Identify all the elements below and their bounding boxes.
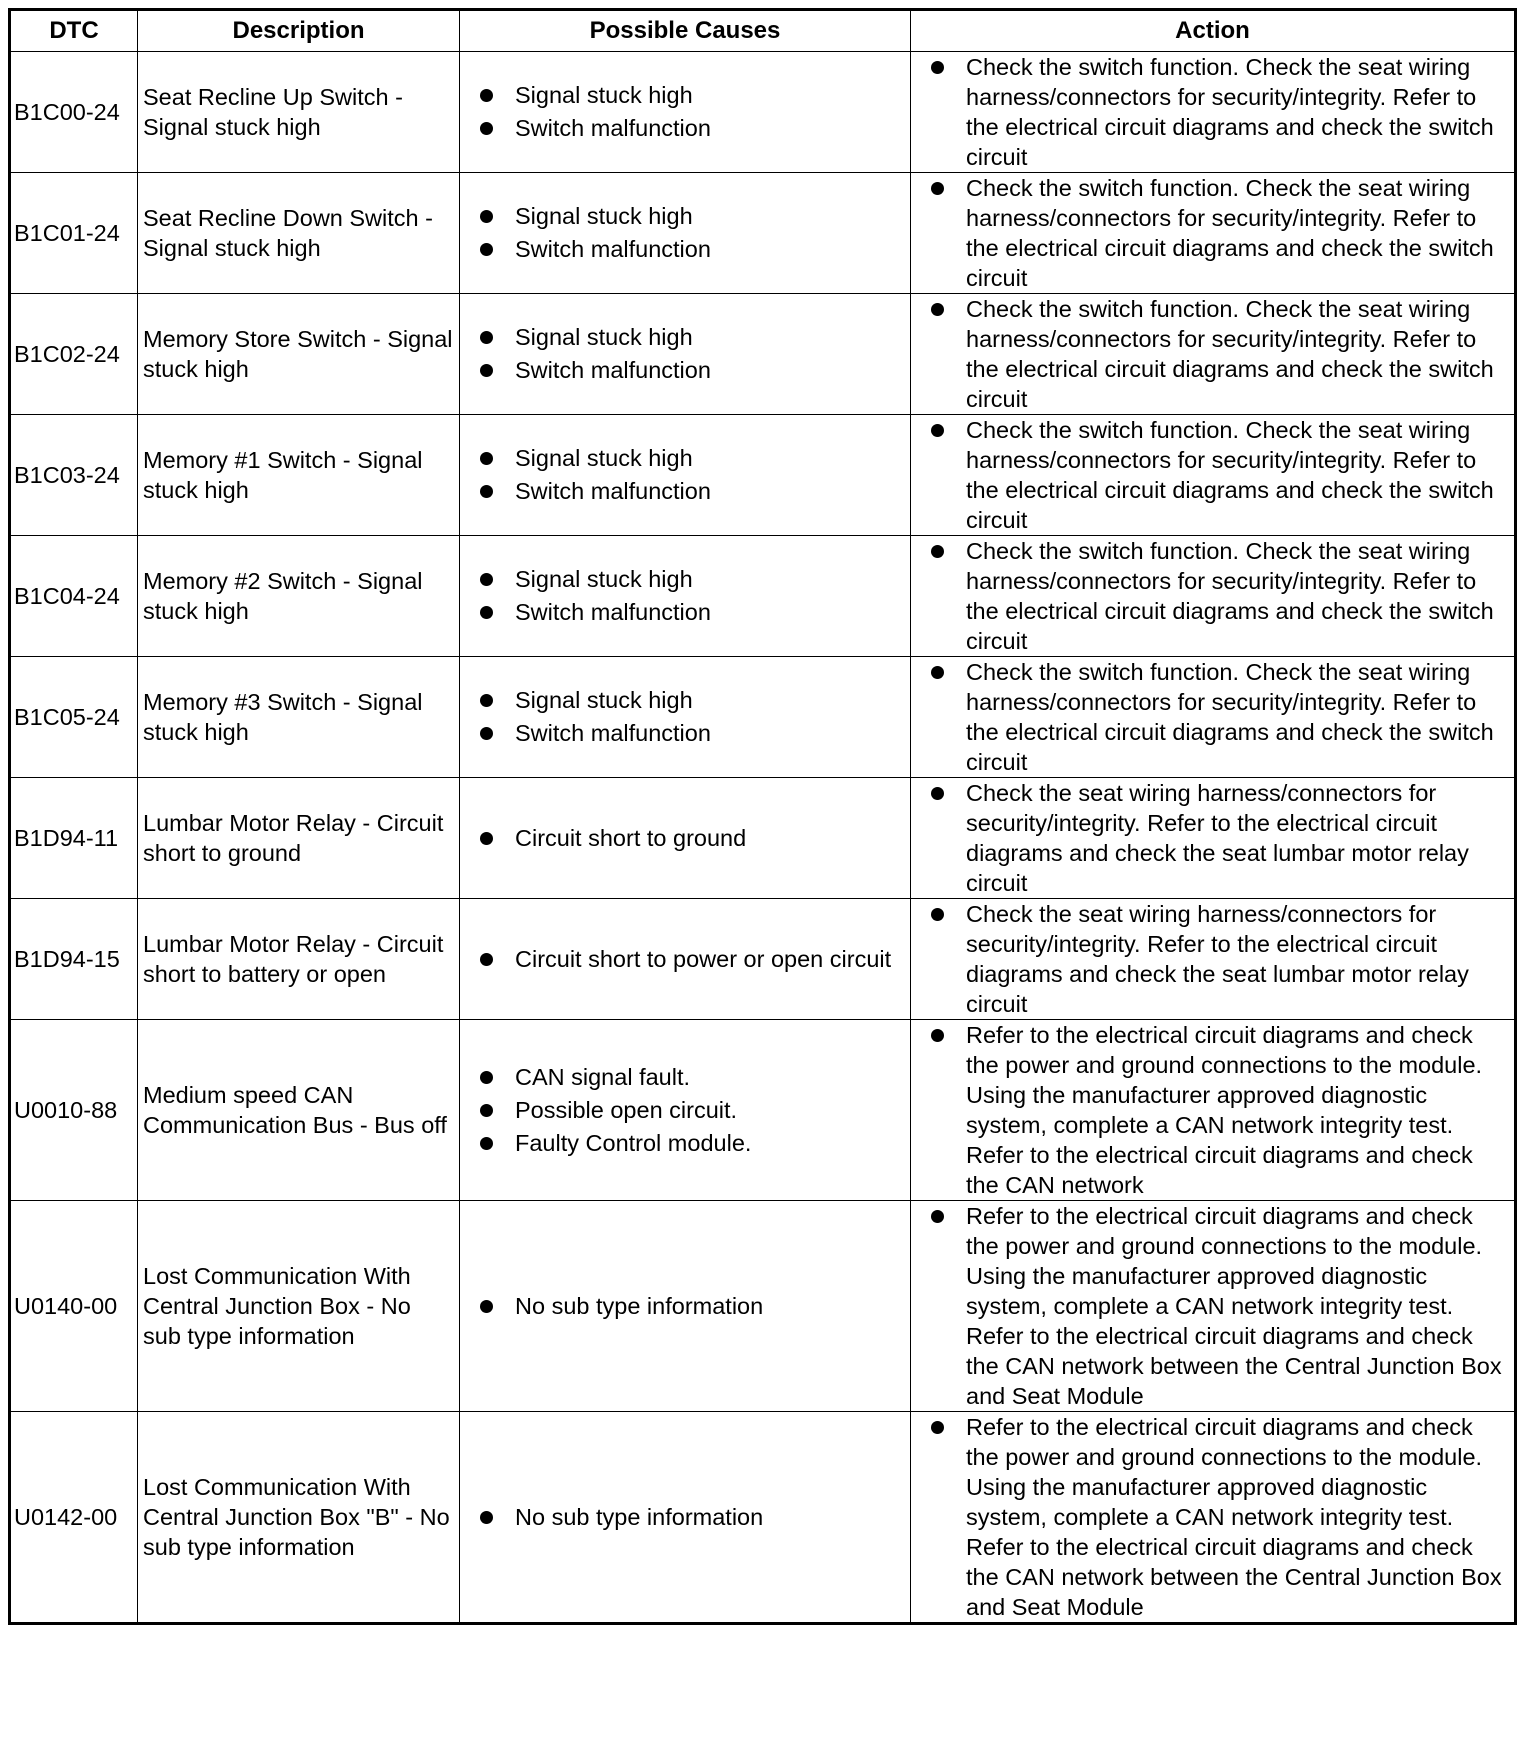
dtc-code: U0140-00 — [10, 1201, 138, 1412]
cause-text: Signal stuck high — [515, 445, 693, 471]
table-row — [10, 415, 1516, 536]
possible-causes-list — [480, 321, 900, 387]
cause-text: Switch malfunction — [515, 236, 711, 262]
cause-text: Switch malfunction — [515, 720, 711, 746]
possible-causes-cell — [460, 1412, 911, 1624]
action-cell — [911, 899, 1516, 1020]
dtc-code: B1C03-24 — [10, 415, 138, 536]
cause-text: Switch malfunction — [515, 478, 711, 504]
column-header-action: Action — [911, 10, 1516, 52]
column-header-dtc: DTC — [10, 10, 138, 52]
cause-text: Signal stuck high — [515, 82, 693, 108]
bullet-icon — [931, 424, 944, 437]
possible-causes-list — [480, 79, 900, 145]
cause-text: Signal stuck high — [515, 566, 693, 592]
table-row — [10, 1412, 1516, 1624]
action-text: Check the switch function. Check the seat wiring harness/connectors for security/integrity. Refer to the electrical circuit diagrams and check the switch circuit — [966, 538, 1494, 654]
list-item — [931, 778, 1508, 898]
dtc-description: Lost Communication With Central Junction Box - No sub type information — [138, 1201, 460, 1412]
action-list — [931, 52, 1508, 172]
table-row — [10, 52, 1516, 173]
column-header-causes: Possible Causes — [460, 10, 911, 52]
bullet-icon — [931, 666, 944, 679]
bullet-icon — [931, 545, 944, 558]
list-item — [480, 1501, 900, 1534]
possible-causes-list — [480, 442, 900, 508]
possible-causes-cell — [460, 657, 911, 778]
list-item — [931, 657, 1508, 777]
list-item — [480, 354, 900, 387]
list-item — [480, 1061, 900, 1094]
list-item — [480, 1094, 900, 1127]
action-list — [931, 1412, 1508, 1622]
dtc-description: Memory Store Switch - Signal stuck high — [138, 294, 460, 415]
dtc-description: Memory #2 Switch - Signal stuck high — [138, 536, 460, 657]
dtc-code: U0142-00 — [10, 1412, 138, 1624]
list-item — [480, 200, 900, 233]
cause-text: Switch malfunction — [515, 599, 711, 625]
bullet-icon — [931, 787, 944, 800]
dtc-description: Seat Recline Down Switch - Signal stuck high — [138, 173, 460, 294]
action-text: Refer to the electrical circuit diagrams and check the power and ground connections to the module. Using the manufacturer approved diagnostic system, complete a CAN network integrity test. Refer to the electrical circuit diagrams and check the CAN network between the Central Junction Box and Seat Module — [966, 1203, 1502, 1409]
table-row — [10, 1020, 1516, 1201]
cause-text: Signal stuck high — [515, 324, 693, 350]
list-item — [480, 112, 900, 145]
list-item — [480, 475, 900, 508]
bullet-icon — [480, 1137, 493, 1150]
cause-text: Faulty Control module. — [515, 1129, 752, 1156]
list-item — [480, 684, 900, 717]
action-text: Check the switch function. Check the seat wiring harness/connectors for security/integrity. Refer to the electrical circuit diagrams and check the switch circuit — [966, 175, 1494, 291]
possible-causes-cell — [460, 778, 911, 899]
dtc-description: Lumbar Motor Relay - Circuit short to ground — [138, 778, 460, 899]
action-text: Refer to the electrical circuit diagrams and check the power and ground connections to the module. Using the manufacturer approved diagnostic system, complete a CAN network integrity test. Refer to the electrical circuit diagrams and check the CAN network between the Central Junction Box and Seat Module — [966, 1414, 1502, 1620]
action-cell — [911, 52, 1516, 173]
possible-causes-list — [480, 943, 900, 976]
list-item — [931, 899, 1508, 1019]
list-item — [480, 717, 900, 750]
action-list — [931, 173, 1508, 293]
dtc-description: Memory #1 Switch - Signal stuck high — [138, 415, 460, 536]
action-cell — [911, 778, 1516, 899]
action-list — [931, 1020, 1508, 1200]
list-item — [480, 1290, 900, 1323]
action-text: Check the seat wiring harness/connectors for security/integrity. Refer to the electrical circuit diagrams and check the seat lumbar motor relay circuit — [966, 901, 1469, 1017]
action-list — [931, 1201, 1508, 1411]
column-header-description: Description — [138, 10, 460, 52]
cause-text: Switch malfunction — [515, 357, 711, 383]
possible-causes-cell — [460, 899, 911, 1020]
list-item — [480, 822, 900, 855]
action-list — [931, 657, 1508, 777]
bullet-icon — [480, 452, 493, 465]
bullet-icon — [931, 908, 944, 921]
cause-text: Signal stuck high — [515, 203, 693, 229]
bullet-icon — [480, 1104, 493, 1117]
bullet-icon — [480, 606, 493, 619]
possible-causes-cell — [460, 173, 911, 294]
action-text: Check the switch function. Check the seat wiring harness/connectors for security/integrity. Refer to the electrical circuit diagrams and check the switch circuit — [966, 296, 1494, 412]
list-item — [931, 1020, 1508, 1200]
action-cell — [911, 1412, 1516, 1624]
possible-causes-cell — [460, 536, 911, 657]
bullet-icon — [480, 953, 493, 966]
action-cell — [911, 536, 1516, 657]
action-text: Refer to the electrical circuit diagrams and check the power and ground connections to the module. Using the manufacturer approved diagnostic system, complete a CAN network integrity test. Refer to the electrical circuit diagrams and check the CAN network — [966, 1022, 1483, 1198]
dtc-code: B1D94-15 — [10, 899, 138, 1020]
action-cell — [911, 657, 1516, 778]
dtc-code: B1D94-11 — [10, 778, 138, 899]
list-item — [931, 1412, 1508, 1622]
cause-text: Switch malfunction — [515, 115, 711, 141]
bullet-icon — [480, 243, 493, 256]
cause-text: CAN signal fault. — [515, 1063, 691, 1090]
list-item — [480, 596, 900, 629]
action-text: Check the seat wiring harness/connectors for security/integrity. Refer to the electrical circuit diagrams and check the seat lumbar motor relay circuit — [966, 780, 1469, 896]
bullet-icon — [480, 1300, 493, 1313]
table-body — [10, 52, 1516, 1624]
cause-text: Possible open circuit. — [515, 1096, 738, 1123]
possible-causes-list — [480, 563, 900, 629]
list-item — [480, 563, 900, 596]
cause-text: Circuit short to ground — [515, 824, 747, 851]
dtc-code: B1C01-24 — [10, 173, 138, 294]
possible-causes-cell — [460, 1020, 911, 1201]
bullet-icon — [480, 331, 493, 344]
cause-text: No sub type information — [515, 1503, 764, 1530]
dtc-table — [8, 8, 1517, 1625]
action-cell — [911, 173, 1516, 294]
bullet-icon — [931, 1029, 944, 1042]
possible-causes-cell — [460, 294, 911, 415]
bullet-icon — [931, 303, 944, 316]
action-text: Check the switch function. Check the seat wiring harness/connectors for security/integrity. Refer to the electrical circuit diagrams and check the switch circuit — [966, 54, 1494, 170]
bullet-icon — [480, 210, 493, 223]
dtc-description: Medium speed CAN Communication Bus - Bus off — [138, 1020, 460, 1201]
possible-causes-cell — [460, 415, 911, 536]
action-list — [931, 415, 1508, 535]
dtc-description: Lost Communication With Central Junction Box "B" - No sub type information — [138, 1412, 460, 1624]
bullet-icon — [931, 1210, 944, 1223]
table-header-row — [10, 10, 1516, 52]
cause-text: Circuit short to power or open circuit — [515, 945, 892, 972]
bullet-icon — [480, 89, 493, 102]
bullet-icon — [480, 485, 493, 498]
action-text: Check the switch function. Check the seat wiring harness/connectors for security/integrity. Refer to the electrical circuit diagrams and check the switch circuit — [966, 417, 1494, 533]
list-item — [480, 1127, 900, 1160]
table-row — [10, 536, 1516, 657]
bullet-icon — [480, 694, 493, 707]
action-cell — [911, 294, 1516, 415]
cause-text: No sub type information — [515, 1292, 764, 1319]
dtc-code: U0010-88 — [10, 1020, 138, 1201]
cause-text: Signal stuck high — [515, 687, 693, 713]
action-list — [931, 536, 1508, 656]
action-cell — [911, 1020, 1516, 1201]
action-text: Check the switch function. Check the seat wiring harness/connectors for security/integrity. Refer to the electrical circuit diagrams and check the switch circuit — [966, 659, 1494, 775]
action-list — [931, 899, 1508, 1019]
table-row — [10, 899, 1516, 1020]
list-item — [480, 943, 900, 976]
dtc-description: Seat Recline Up Switch - Signal stuck high — [138, 52, 460, 173]
bullet-icon — [480, 1511, 493, 1524]
possible-causes-list — [480, 200, 900, 266]
action-cell — [911, 1201, 1516, 1412]
bullet-icon — [480, 1071, 493, 1084]
dtc-description: Memory #3 Switch - Signal stuck high — [138, 657, 460, 778]
list-item — [931, 294, 1508, 414]
bullet-icon — [931, 61, 944, 74]
bullet-icon — [931, 1421, 944, 1434]
bullet-icon — [480, 364, 493, 377]
possible-causes-list — [480, 684, 900, 750]
list-item — [480, 321, 900, 354]
possible-causes-list — [480, 1501, 900, 1534]
dtc-code: B1C05-24 — [10, 657, 138, 778]
list-item — [480, 442, 900, 475]
action-list — [931, 294, 1508, 414]
list-item — [931, 1201, 1508, 1411]
dtc-code: B1C00-24 — [10, 52, 138, 173]
list-item — [480, 79, 900, 112]
dtc-code: B1C04-24 — [10, 536, 138, 657]
possible-causes-list — [480, 1290, 900, 1323]
table-row — [10, 657, 1516, 778]
possible-causes-list — [480, 1061, 900, 1160]
list-item — [931, 415, 1508, 535]
table-row — [10, 1201, 1516, 1412]
dtc-code: B1C02-24 — [10, 294, 138, 415]
list-item — [931, 173, 1508, 293]
possible-causes-list — [480, 822, 900, 855]
table-row — [10, 778, 1516, 899]
bullet-icon — [931, 182, 944, 195]
bullet-icon — [480, 832, 493, 845]
bullet-icon — [480, 122, 493, 135]
possible-causes-cell — [460, 52, 911, 173]
list-item — [931, 536, 1508, 656]
list-item — [931, 52, 1508, 172]
table-row — [10, 173, 1516, 294]
table-row — [10, 294, 1516, 415]
action-cell — [911, 415, 1516, 536]
action-list — [931, 778, 1508, 898]
list-item — [480, 233, 900, 266]
possible-causes-cell — [460, 1201, 911, 1412]
bullet-icon — [480, 573, 493, 586]
bullet-icon — [480, 727, 493, 740]
dtc-description: Lumbar Motor Relay - Circuit short to battery or open — [138, 899, 460, 1020]
